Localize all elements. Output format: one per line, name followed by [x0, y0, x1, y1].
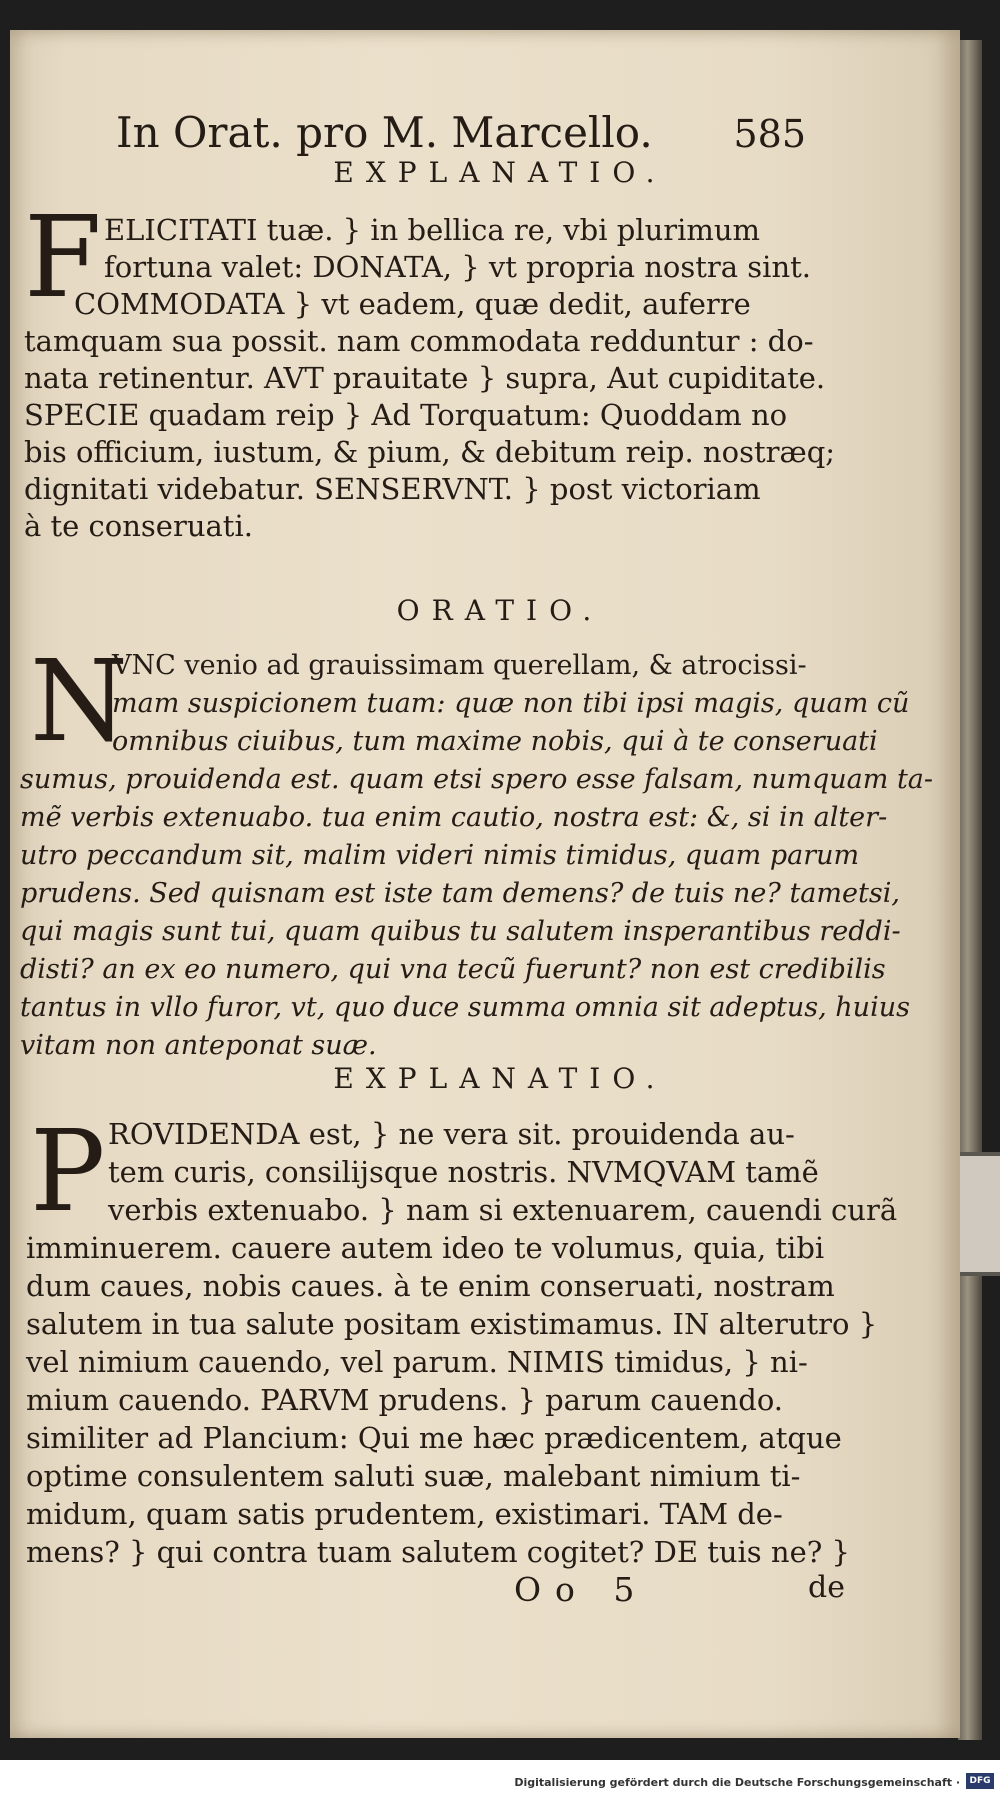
text-line: sumus, prouidenda est. quam etsi spero esse falsam, numquam ta- [20, 764, 934, 795]
text-line: optime consulentem saluti suæ, malebant nimium ti- [26, 1459, 801, 1493]
section-heading-explanatio-2: EXPLANATIO. [333, 1062, 667, 1095]
text-line: tamquam sua possit. nam commodata redduntur : do- [24, 324, 814, 358]
text-line: ROVIDENDA est, } ne vera sit. prouidenda au- [108, 1117, 795, 1151]
text-line: mens? } qui contra tuam salutem cogitet? DE tuis ne? } [26, 1535, 850, 1569]
signature-mark: Oo 5 [514, 1570, 649, 1609]
text-line: utro peccandum sit, malim videri nimis timidus, quam parum [20, 840, 860, 871]
text-line: ELICITATI tuæ. } in bellica re, vbi plurimum [104, 213, 761, 247]
text-line: à te conseruati. [24, 509, 253, 543]
text-line: mẽ verbis extenuabo. tua enim cautio, nostra est: &, si in alter- [20, 802, 888, 833]
text-line: mam suspicionem tuam: quæ non tibi ipsi magis, quam cũ [112, 688, 910, 719]
running-title: In Orat. pro M. Marcello. [116, 108, 653, 157]
text-line: prudens. Sed quisnam est iste tam demens? de tuis ne? tametsi, [20, 878, 900, 909]
text-line: tem curis, consilijsque nostris. NVMQVAM tamẽ [108, 1155, 819, 1189]
text-line: fortuna valet: DONATA, } vt propria nostra sint. [104, 250, 811, 284]
dfg-logo-icon: DFG [966, 1773, 994, 1789]
dropcap-n: N [30, 637, 128, 767]
text-line: vel nimium cauendo, vel parum. NIMIS timidus, } ni- [26, 1345, 808, 1379]
text-line: salutem in tua salute positam existimamus. IN alterutro } [26, 1307, 878, 1341]
text-line: midum, quam satis prudentem, existimari. TAM de- [26, 1497, 783, 1531]
text-line: mium cauendo. PARVM prudens. } parum cauendo. [26, 1383, 784, 1417]
text-line: COMMODATA } vt eadem, quæ dedit, auferre [74, 287, 751, 321]
dropcap-f: F [24, 193, 102, 323]
text-line: imminuerem. cauere autem ideo te volumus, quia, tibi [26, 1231, 825, 1265]
text-line: tantus in vllo furor, vt, quo duce summa omnia sit adeptus, huius [20, 992, 910, 1023]
text-line: bis officium, iustum, & pium, & debitum reip. nostræq; [24, 435, 836, 469]
text-line: vitam non anteponat suæ. [20, 1030, 377, 1061]
catchword: de [808, 1570, 845, 1605]
text-line: VNC venio ad grauissimam querellam, & atrocissi- [112, 650, 807, 681]
section-heading-explanatio-1: EXPLANATIO. [333, 156, 667, 189]
text-line: omnibus ciuibus, tum maxime nobis, qui à te conseruati [112, 726, 878, 757]
page-number: 585 [733, 112, 806, 156]
text-line: SPECIE quadam reip } Ad Torquatum: Quoddam no [24, 398, 788, 432]
text-line: dignitati videbatur. SENSERVNT. } post victoriam [24, 472, 761, 506]
dropcap-p: P [30, 1107, 106, 1237]
digitization-credit: Digitalisierung gefördert durch die Deutsche Forschungsgemeinschaft · [514, 1776, 960, 1789]
section-heading-oratio: ORATIO. [396, 594, 604, 627]
text-line: nata retinentur. AVT prauitate } supra, Aut cupiditate. [24, 361, 826, 395]
text-line: similiter ad Plancium: Qui me hæc prædicentem, atque [26, 1421, 842, 1455]
text-line: verbis extenuabo. } nam si extenuarem, cauendi curã [108, 1193, 898, 1227]
text-line: disti? an ex eo numero, qui vna tecũ fuerunt? non est credibilis [20, 954, 886, 985]
text-line: qui magis sunt tui, quam quibus tu salutem insperantibus reddi- [20, 916, 901, 947]
text-line: dum caues, nobis caues. à te enim conseruati, nostram [26, 1269, 835, 1303]
